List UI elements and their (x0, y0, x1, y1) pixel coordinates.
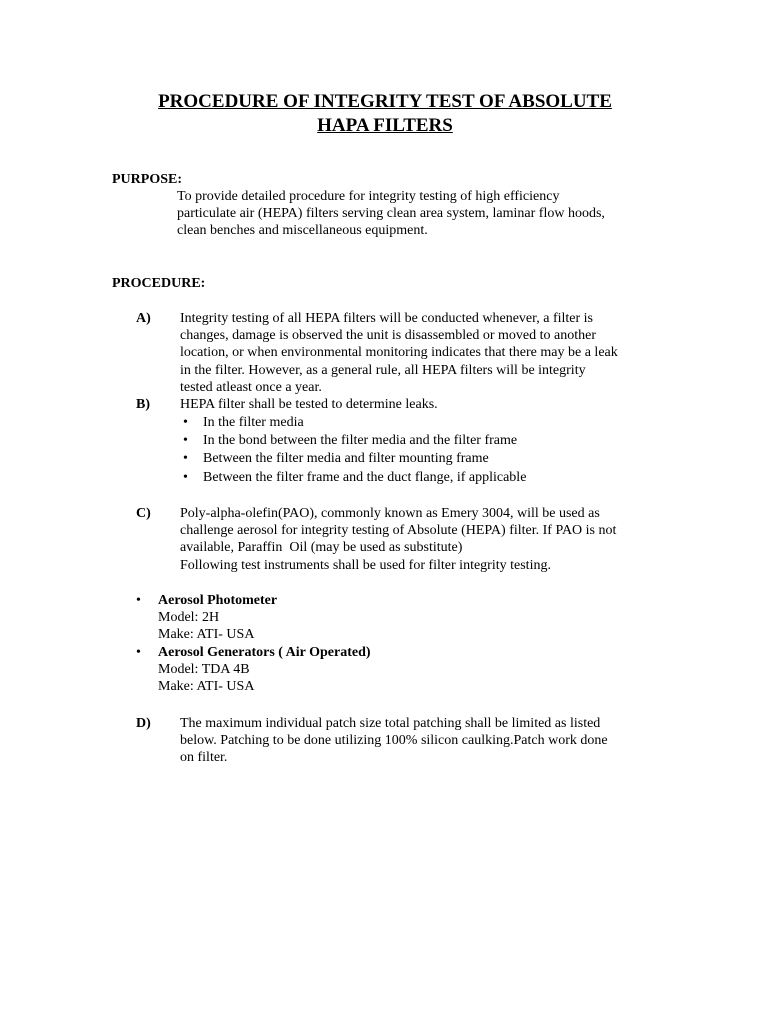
section-d-text (180, 715, 670, 767)
purpose-line-3: clean benches and miscellaneous equipment. (177, 223, 428, 239)
document-title-line-2: HAPA FILTERS (317, 115, 453, 136)
purpose-text (177, 188, 657, 240)
section-b-bullet-list (181, 414, 671, 487)
section-a-text (180, 310, 670, 396)
bullet-icon: • (183, 433, 188, 449)
bullet-icon: • (183, 451, 188, 467)
section-d-label: D) (136, 716, 151, 731)
bullet-icon: • (183, 469, 188, 485)
document-title-line-1: PROCEDURE OF INTEGRITY TEST OF ABSOLUTE (158, 91, 612, 112)
list-item: • In the filter media (183, 415, 304, 430)
section-a-line-5: tested atleast once a year. (180, 379, 322, 395)
instrument-model: Model: TDA 4B (158, 661, 250, 677)
purpose-line-2: particulate air (HEPA) filters serving clean area system, laminar flow hoods, (177, 206, 605, 222)
section-b-intro: HEPA filter shall be tested to determine leaks. (180, 397, 438, 412)
section-a-line-1: Integrity testing of all HEPA filters will be conducted whenever, a filter is (180, 311, 593, 326)
section-a-label: A) (136, 311, 151, 326)
section-b-label: B) (136, 397, 150, 412)
instrument-list (136, 592, 536, 695)
purpose-line-1: To provide detailed procedure for integrity testing of high efficiency (177, 189, 560, 204)
section-d-line-1: The maximum individual patch size total patching shall be limited as listed (180, 716, 601, 731)
section-a-line-3: location, or when environmental monitoring indicates that there may be a leak (180, 345, 618, 361)
instrument-name: Aerosol Generators ( Air Operated) (158, 644, 371, 660)
list-item: • Between the filter frame and the duct flange, if applicable (183, 469, 527, 485)
section-c-line-4: Following test instruments shall be used for filter integrity testing. (180, 557, 551, 573)
list-item: • In the bond between the filter media and the filter frame (183, 433, 518, 449)
instrument-make: Make: ATI- USA (158, 627, 255, 643)
instrument-name: Aerosol Photometer (158, 593, 278, 608)
section-a-line-4: in the filter. However, as a general rule, all HEPA filters will be integrity (180, 362, 586, 378)
bullet-icon: • (136, 644, 141, 660)
procedure-heading: PROCEDURE: (112, 276, 206, 291)
section-c-line-2: challenge aerosol for integrity testing of Absolute (HEPA) filter. If PAO is not (180, 523, 617, 539)
section-a-line-2: changes, damage is observed the unit is disassembled or moved to another (180, 328, 597, 344)
section-c-label: C) (136, 506, 151, 521)
bullet-icon: • (136, 593, 141, 608)
section-c-line-3: available, Paraffin Oil (may be used as substitute) (180, 540, 463, 556)
bullet-icon: • (183, 415, 188, 430)
section-c-text (180, 505, 670, 574)
section-d-line-3: on filter. (180, 750, 228, 766)
instrument-make: Make: ATI- USA (158, 679, 255, 695)
section-c-line-1: Poly-alpha-olefin(PAO), commonly known as Emery 3004, will be used as (180, 506, 600, 521)
instrument-model: Model: 2H (158, 610, 220, 626)
purpose-heading: PURPOSE: (112, 172, 182, 187)
section-d-line-2: below. Patching to be done utilizing 100% silicon caulking.Patch work done (180, 733, 608, 749)
list-item: • Between the filter media and filter mounting frame (183, 451, 489, 467)
instrument-item-generators (136, 644, 536, 696)
instrument-item-photometer (136, 592, 536, 644)
